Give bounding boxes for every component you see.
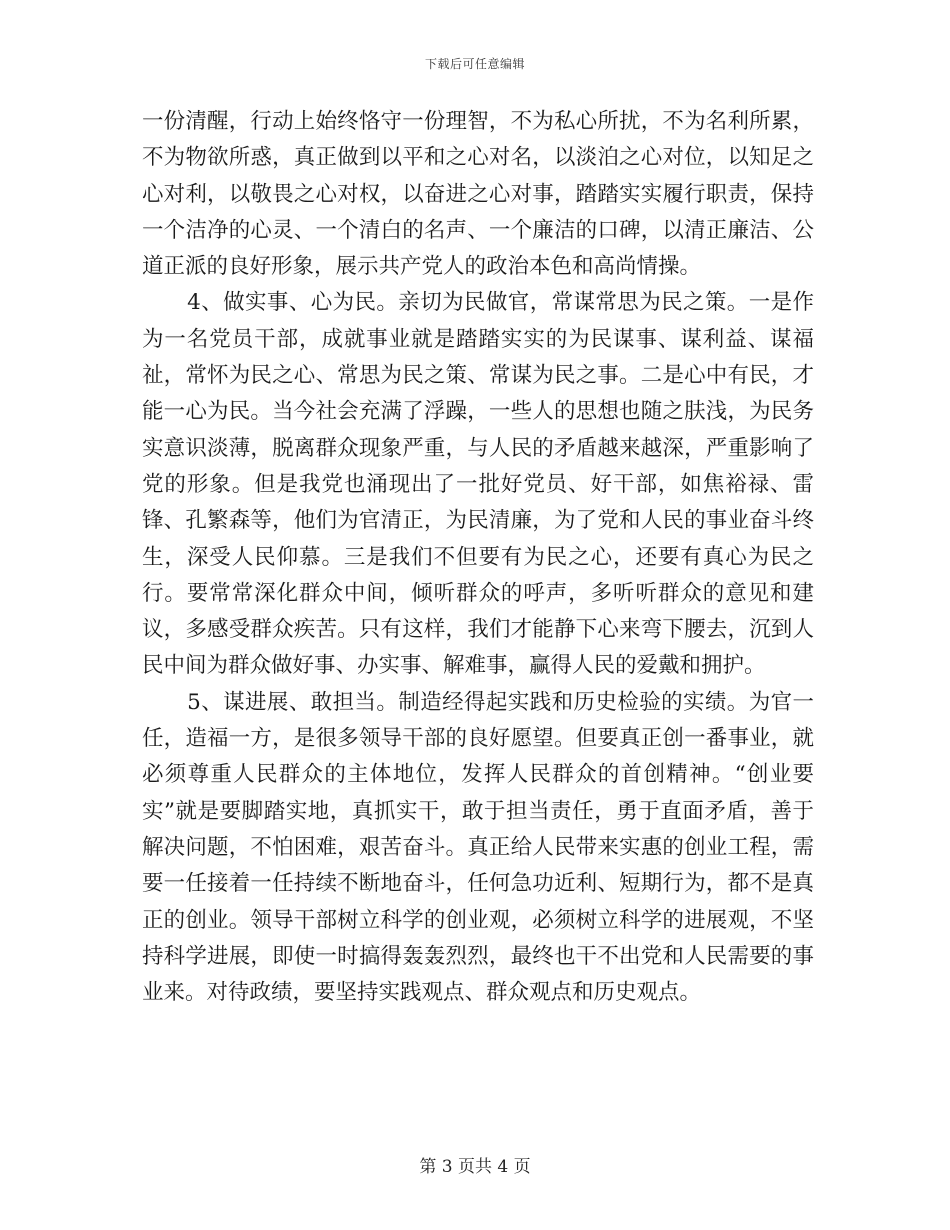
paragraph-2: 4、做实事、心为民。亲切为民做官，常谋常思为民之策。一是作为一名党员干部，成就事业就是踏踏实实的为民谋事、谋利益、谋福祉，常怀为民之心、常思为民之策、常谋为民之事。二是心中有民，才能一心为民。当今社会充满了浮躁，一些人的思想也随之肤浅，为民务实意识淡薄，脱离群众现象严重，与人民的矛盾越来越深，严重影响了党的形象。但是我党也涌现出了一批好党员、好干部，如焦裕禄、雷锋、孔繁森等，他们为官清正，为民清廉，为了党和人民的事业奋斗终生，深受人民仰慕。三是我们不但要有为民之心，还要有真心为民之行。要常常深化群众中间，倾听群众的呼声，多听听群众的意见和建议，多感受群众疾苦。只有这样，我们才能静下心来弯下腰去，沉到人民中间为群众做好事、办实事、解难事，赢得人民的爱戴和拥护。 — [142, 290, 814, 679]
paragraph-1: 一份清醒，行动上始终恪守一份理智，不为私心所扰，不为名利所累，不为物欲所惑，真正做到以平和之心对名，以淡泊之心对位，以知足之心对利，以敬畏之心对权，以奋进之心对事，踏踏实实履行职责，保持一个洁净的心灵、一个清白的名声、一个廉洁的口碑，以清正廉洁、公道正派的良好形象，展示共产党人的政治本色和高尚情操。 — [142, 109, 814, 280]
paragraph-3: 5、谋进展、敢担当。制造经得起实践和历史检验的实绩。为官一任，造福一方，是很多领导干部的良好愿望。但要真正创一番事业，就必须尊重人民群众的主体地位，发挥人民群众的首创精神。“创业要实”就是要脚踏实地，真抓实干，敢于担当责任，勇于直面矛盾，善于解决问题，不怕困难，艰苦奋斗。真正给人民带来实惠的创业工程，需要一任接着一任持续不断地奋斗，任何急功近利、短期行为，都不是真正的创业。领导干部树立科学的创业观，必须树立科学的进展观，不坚持科学进展，即使一时搞得轰轰烈烈，最终也干不出党和人民需要的事业来。对待政绩，要坚持实践观点、群众观点和历史观点。 — [142, 689, 814, 1006]
page-header: 下载后可任意编辑 — [424, 57, 525, 71]
document-body — [142, 104, 814, 1011]
page-footer: 第 3 页共 4 页 — [419, 1157, 531, 1177]
